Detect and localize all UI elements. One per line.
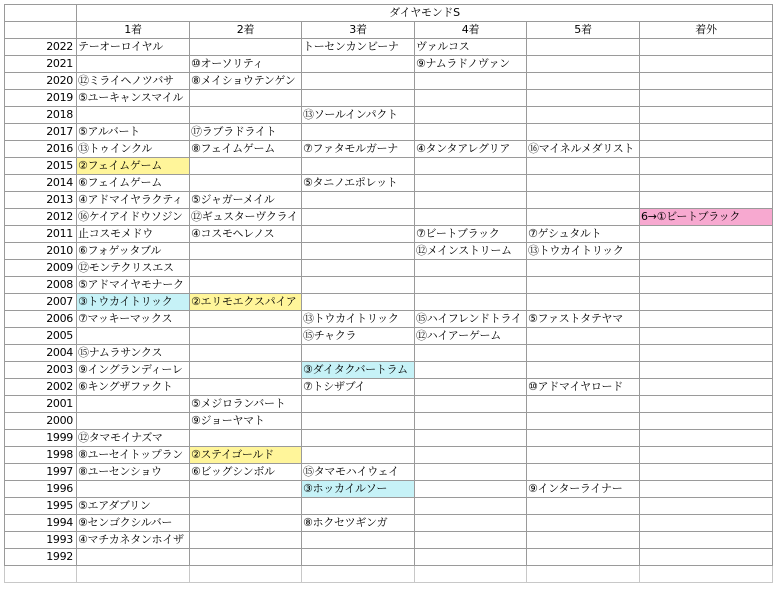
result-cell[interactable]: トーセンカンビーナ [302,39,415,56]
table-row [5,158,773,175]
table-row [5,73,773,90]
result-cell[interactable] [415,430,527,447]
result-cell[interactable] [527,260,640,277]
year-cell[interactable]: 2019 [5,90,77,107]
table-row [5,277,773,294]
result-cell[interactable] [527,464,640,481]
result-cell[interactable] [527,192,640,209]
result-cell[interactable] [302,158,415,175]
empty-cell[interactable] [527,566,640,583]
result-cell[interactable]: ⑤アルバート [77,124,190,141]
year-cell[interactable]: 2004 [5,345,77,362]
result-cell[interactable]: ⑥ビッグシンボル [190,464,302,481]
result-cell[interactable] [302,430,415,447]
result-cell[interactable] [190,532,302,549]
year-cell[interactable]: 1996 [5,481,77,498]
result-cell[interactable] [415,73,527,90]
table-row [5,362,773,379]
result-cell[interactable] [415,260,527,277]
result-cell[interactable]: ヴァルコス [415,39,527,56]
header-cell-3rd[interactable]: 3着 [302,22,415,39]
result-cell[interactable]: ③トウカイトリック [77,294,190,311]
result-cell[interactable] [640,447,773,464]
result-cell[interactable]: ⑥フォゲッタブル [77,243,190,260]
result-cell[interactable] [190,362,302,379]
result-cell[interactable] [527,532,640,549]
table-row [5,481,773,498]
header-cell-5th[interactable]: 5着 [527,22,640,39]
result-cell[interactable] [640,90,773,107]
year-cell[interactable]: 2006 [5,311,77,328]
result-cell[interactable] [640,294,773,311]
table-row [5,532,773,549]
result-cell[interactable] [415,175,527,192]
empty-cell[interactable] [415,566,527,583]
result-cell[interactable] [527,107,640,124]
result-cell[interactable] [190,107,302,124]
sheet-title[interactable]: ダイヤモンドS [77,5,773,22]
year-cell[interactable]: 2012 [5,209,77,226]
result-cell[interactable] [415,345,527,362]
result-cell[interactable] [527,124,640,141]
year-cell[interactable]: 1993 [5,532,77,549]
result-cell[interactable] [527,175,640,192]
table-row [5,345,773,362]
result-cell[interactable]: ③ダイタクバートラム [302,362,415,379]
result-cell[interactable]: ⑧ユーセイトップラン [77,447,190,464]
result-cell[interactable] [302,498,415,515]
result-cell[interactable]: ⑫ギュスターヴクライ [190,209,302,226]
result-cell[interactable]: ②エリモエクスパイア [190,294,302,311]
result-cell[interactable] [302,124,415,141]
result-cell[interactable] [415,447,527,464]
result-cell[interactable]: ⑤アドマイヤモナーク [77,277,190,294]
result-cell[interactable]: ⑦トシザブイ [302,379,415,396]
year-cell[interactable]: 2022 [5,39,77,56]
table-row [5,209,773,226]
result-cell[interactable]: ⑤ユーキャンスマイル [77,90,190,107]
result-cell[interactable] [640,56,773,73]
result-cell[interactable] [302,73,415,90]
result-cell[interactable] [190,481,302,498]
result-cell[interactable] [527,515,640,532]
table-row [5,413,773,430]
result-cell[interactable] [302,396,415,413]
result-cell[interactable] [302,549,415,566]
result-cell[interactable]: ⑯マイネルメダリスト [527,141,640,158]
result-cell[interactable] [190,158,302,175]
table-row [5,515,773,532]
result-cell[interactable] [190,39,302,56]
result-cell[interactable]: ④アドマイヤラクティ [77,192,190,209]
result-cell[interactable] [190,243,302,260]
result-cell[interactable]: ⑧ホクセツギンガ [302,515,415,532]
result-cell[interactable] [527,90,640,107]
result-cell[interactable] [640,73,773,90]
result-cell[interactable]: ④マチカネタンホイザ [77,532,190,549]
result-cell[interactable] [640,362,773,379]
title-blank-cell[interactable] [5,5,77,22]
result-cell[interactable] [527,396,640,413]
year-cell[interactable]: 2021 [5,56,77,73]
result-cell[interactable] [190,90,302,107]
result-cell[interactable]: ⑨ジョーヤマト [190,413,302,430]
year-cell[interactable]: 1998 [5,447,77,464]
result-cell[interactable] [77,549,190,566]
empty-cell[interactable] [302,566,415,583]
result-cell[interactable] [415,90,527,107]
result-cell[interactable]: ④コスモヘレノス [190,226,302,243]
result-cell[interactable]: ⑤ファストタテヤマ [527,311,640,328]
result-cell[interactable]: ⑦ファタモルガーナ [302,141,415,158]
result-cell[interactable]: ④タンタアレグリア [415,141,527,158]
result-cell[interactable] [190,260,302,277]
result-cell[interactable] [302,192,415,209]
empty-cell[interactable] [190,566,302,583]
result-cell[interactable] [640,277,773,294]
table-row [5,175,773,192]
result-cell[interactable] [640,396,773,413]
result-cell[interactable] [640,311,773,328]
result-cell[interactable] [527,430,640,447]
result-cell[interactable] [415,277,527,294]
result-cell[interactable] [77,481,190,498]
empty-cell[interactable] [5,566,77,583]
year-cell[interactable]: 2008 [5,277,77,294]
result-cell[interactable] [190,328,302,345]
result-cell[interactable]: ⑦マッキーマックス [77,311,190,328]
result-cell[interactable]: ⑨イングランディーレ [77,362,190,379]
result-cell[interactable] [77,107,190,124]
result-cell[interactable] [527,362,640,379]
result-cell[interactable] [415,515,527,532]
header-cell-4th[interactable]: 4着 [415,22,527,39]
result-cell[interactable] [302,243,415,260]
result-cell[interactable]: ⑨ナムラドノヴァン [415,56,527,73]
result-cell[interactable] [77,413,190,430]
table-row [5,430,773,447]
year-cell[interactable]: 2007 [5,294,77,311]
result-cell[interactable] [302,90,415,107]
result-cell[interactable] [415,481,527,498]
result-cell[interactable]: テーオーロイヤル [77,39,190,56]
result-cell[interactable]: ⑦ビートブラック [415,226,527,243]
result-cell[interactable] [640,464,773,481]
result-cell[interactable]: ⑧フェイムゲーム [190,141,302,158]
year-cell[interactable]: 2011 [5,226,77,243]
result-cell[interactable]: ⑬ソールインパクト [302,107,415,124]
result-cell[interactable] [302,260,415,277]
result-cell[interactable] [302,226,415,243]
result-cell[interactable]: ⑫ハイアーゲーム [415,328,527,345]
result-cell[interactable]: 6→①ビートブラック [640,209,773,226]
result-cell[interactable]: ⑨センゴクシルバー [77,515,190,532]
result-cell[interactable] [640,243,773,260]
result-cell[interactable] [640,141,773,158]
result-cell[interactable] [415,158,527,175]
year-cell[interactable]: 2001 [5,396,77,413]
result-cell[interactable]: ⑰ラブラドライト [190,124,302,141]
header-cell-year[interactable] [5,22,77,39]
result-cell[interactable] [640,498,773,515]
result-cell[interactable] [190,311,302,328]
result-cell[interactable]: ⑬トゥインクル [77,141,190,158]
empty-cell[interactable] [77,566,190,583]
year-cell[interactable]: 2020 [5,73,77,90]
result-cell[interactable]: ⑫メインストリーム [415,243,527,260]
result-cell[interactable] [190,430,302,447]
result-cell[interactable]: ⑮ハイフレンドトライ [415,311,527,328]
year-cell[interactable]: 1992 [5,549,77,566]
table-row [5,396,773,413]
year-cell[interactable]: 2005 [5,328,77,345]
table-row [5,464,773,481]
result-cell[interactable] [640,430,773,447]
year-cell[interactable]: 2002 [5,379,77,396]
result-cell[interactable]: ⑥フェイムゲーム [77,175,190,192]
result-cell[interactable] [302,413,415,430]
result-cell[interactable] [415,379,527,396]
result-cell[interactable] [640,226,773,243]
year-cell[interactable]: 1997 [5,464,77,481]
result-cell[interactable]: ⑤ジャガーメイル [190,192,302,209]
result-cell[interactable]: ⑯ケイアイドウソジン [77,209,190,226]
empty-row [5,566,773,583]
result-cell[interactable]: ⑫タマモイナズマ [77,430,190,447]
result-cell[interactable] [302,277,415,294]
result-cell[interactable] [640,328,773,345]
header-cell-2nd[interactable]: 2着 [190,22,302,39]
result-cell[interactable]: ⑬トウカイトリック [302,311,415,328]
year-cell[interactable]: 2009 [5,260,77,277]
result-cell[interactable]: ⑩アドマイヤロード [527,379,640,396]
table-row [5,549,773,566]
result-cell[interactable] [415,396,527,413]
table-row [5,243,773,260]
result-cell[interactable] [302,56,415,73]
year-cell[interactable]: 2016 [5,141,77,158]
result-cell[interactable] [527,277,640,294]
result-cell[interactable]: ⑩オーソリティ [190,56,302,73]
year-cell[interactable]: 2014 [5,175,77,192]
table-row [5,498,773,515]
result-cell[interactable] [640,481,773,498]
table-row [5,260,773,277]
result-cell[interactable] [415,362,527,379]
year-cell[interactable]: 1999 [5,430,77,447]
result-cell[interactable] [527,328,640,345]
header-cell-1st[interactable]: 1着 [77,22,190,39]
result-cell[interactable] [640,515,773,532]
result-cell[interactable] [190,498,302,515]
result-cell[interactable] [527,56,640,73]
result-cell[interactable] [302,345,415,362]
result-cell[interactable]: ⑮ナムラサンクス [77,345,190,362]
result-cell[interactable] [415,192,527,209]
result-cell[interactable] [190,345,302,362]
result-cell[interactable]: ③ホッカイルソー [302,481,415,498]
result-cell[interactable] [527,345,640,362]
result-cell[interactable]: ⑤エアダブリン [77,498,190,515]
year-cell[interactable]: 2003 [5,362,77,379]
result-cell[interactable] [640,192,773,209]
year-cell[interactable]: 1994 [5,515,77,532]
result-cell[interactable]: ②ステイゴールド [190,447,302,464]
result-cell[interactable]: ⑤タニノエポレット [302,175,415,192]
result-cell[interactable] [302,532,415,549]
table-row [5,107,773,124]
result-cell[interactable] [527,549,640,566]
result-cell[interactable] [527,447,640,464]
year-cell[interactable]: 2000 [5,413,77,430]
result-cell[interactable] [640,107,773,124]
result-cell[interactable] [190,379,302,396]
result-cell[interactable] [640,260,773,277]
table-row [5,124,773,141]
result-cell[interactable] [77,328,190,345]
result-cell[interactable] [527,294,640,311]
empty-cell[interactable] [640,566,773,583]
result-cell[interactable] [415,549,527,566]
year-cell[interactable]: 2015 [5,158,77,175]
year-cell[interactable]: 2010 [5,243,77,260]
table-row [5,447,773,464]
result-cell[interactable] [415,107,527,124]
result-cell[interactable]: ⑫ミライヘノツバサ [77,73,190,90]
result-cell[interactable]: ⑫モンテクリスエス [77,260,190,277]
result-cell[interactable]: ⑧メイショウテンゲン [190,73,302,90]
result-cell[interactable] [302,294,415,311]
result-cell[interactable] [77,396,190,413]
table-row [5,328,773,345]
result-cell[interactable] [640,124,773,141]
result-cell[interactable] [640,345,773,362]
result-cell[interactable] [415,464,527,481]
result-cell[interactable] [190,549,302,566]
result-cell[interactable] [415,532,527,549]
header-cell-out[interactable]: 着外 [640,22,773,39]
result-cell[interactable] [527,39,640,56]
year-cell[interactable]: 2018 [5,107,77,124]
result-cell[interactable] [415,209,527,226]
result-cell[interactable] [415,413,527,430]
result-cell[interactable] [640,549,773,566]
result-cell[interactable]: ⑦ゲシュタルト [527,226,640,243]
result-cell[interactable] [77,56,190,73]
table-row [5,56,773,73]
year-cell[interactable]: 2013 [5,192,77,209]
table-row [5,90,773,107]
result-cell[interactable]: ⑧ユーセンショウ [77,464,190,481]
year-cell[interactable]: 2017 [5,124,77,141]
table-row [5,141,773,158]
results-table [4,4,773,583]
result-cell[interactable]: ⑨インターライナー [527,481,640,498]
table-row [5,192,773,209]
result-cell[interactable] [415,124,527,141]
result-cell[interactable] [415,498,527,515]
table-row [5,294,773,311]
result-cell[interactable] [640,39,773,56]
result-cell[interactable]: 止コスモメドウ [77,226,190,243]
result-cell[interactable]: ⑬トウカイトリック [527,243,640,260]
result-cell[interactable] [640,413,773,430]
result-cell[interactable]: ②フェイムゲーム [77,158,190,175]
title-row [5,5,773,22]
result-cell[interactable]: ⑥キングザファクト [77,379,190,396]
result-cell[interactable] [415,294,527,311]
result-cell[interactable] [527,498,640,515]
result-cell[interactable] [640,158,773,175]
result-cell[interactable] [190,175,302,192]
result-cell[interactable] [190,277,302,294]
table-row [5,379,773,396]
year-cell[interactable]: 1995 [5,498,77,515]
result-cell[interactable] [640,532,773,549]
result-cell[interactable]: ⑮チャクラ [302,328,415,345]
result-cell[interactable] [302,209,415,226]
result-cell[interactable] [302,447,415,464]
result-cell[interactable]: ⑮タマモハイウェイ [302,464,415,481]
table-row [5,39,773,56]
table-row [5,311,773,328]
result-cell[interactable] [640,175,773,192]
result-cell[interactable] [527,209,640,226]
result-cell[interactable]: ⑤メジロランバート [190,396,302,413]
result-cell[interactable] [527,158,640,175]
result-cell[interactable] [527,413,640,430]
result-cell[interactable] [190,515,302,532]
result-cell[interactable] [640,379,773,396]
header-row [5,22,773,39]
result-cell[interactable] [527,73,640,90]
table-row [5,226,773,243]
